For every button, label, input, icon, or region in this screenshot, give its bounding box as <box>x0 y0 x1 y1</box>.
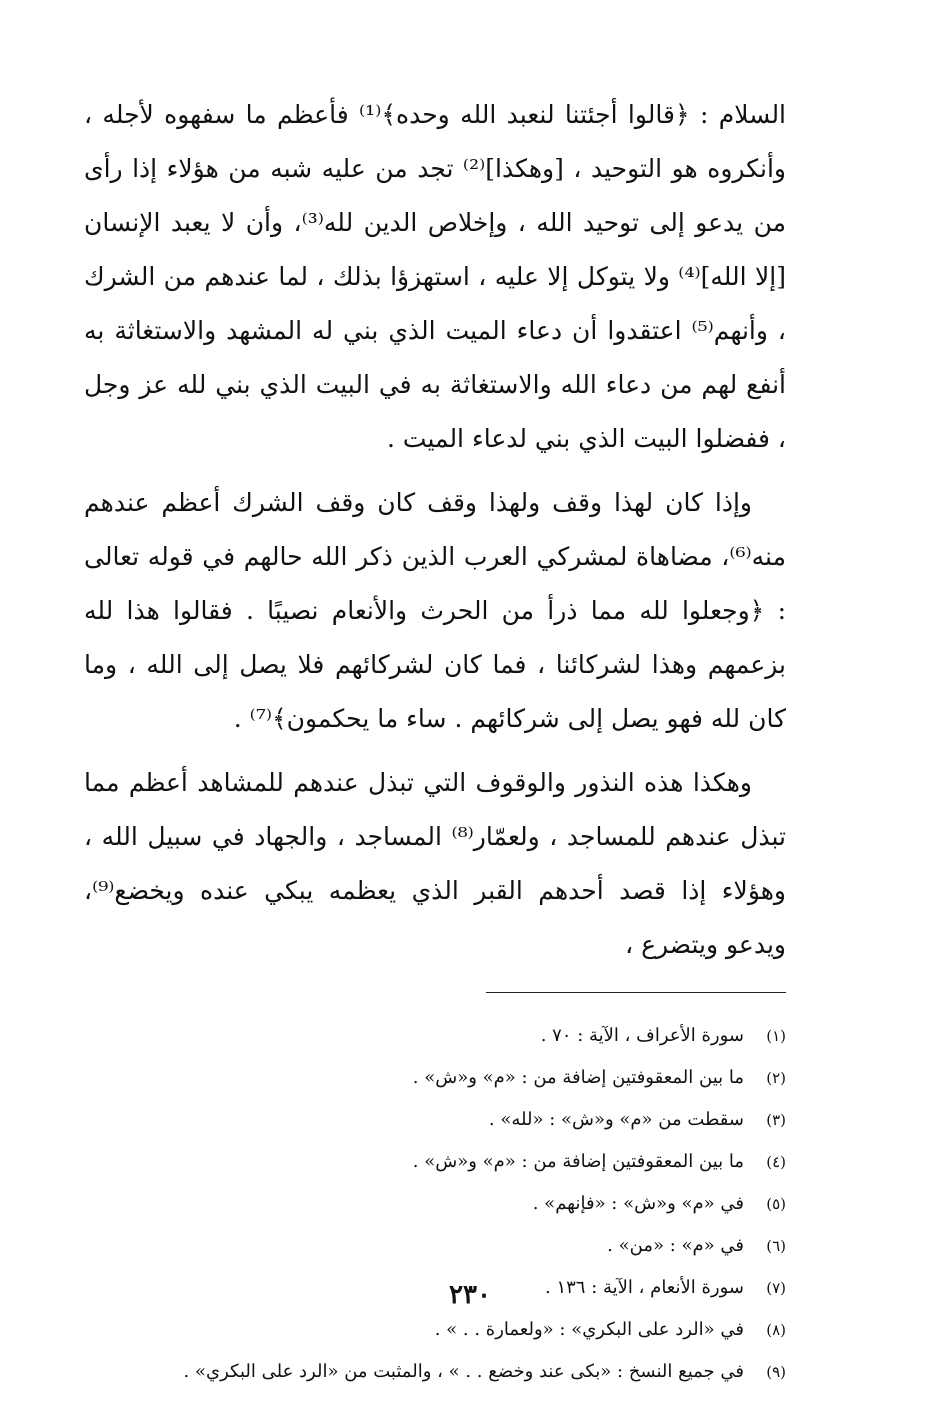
footnote-number: (٩) <box>766 1363 786 1381</box>
footnote-3 <box>84 1099 786 1141</box>
footnotes-list <box>84 1015 786 1393</box>
footnote-2 <box>84 1057 786 1099</box>
footnote-number: (٧) <box>766 1279 786 1297</box>
footnote-number: (٣) <box>766 1111 786 1129</box>
footnote-number: (٤) <box>766 1153 786 1171</box>
footnote-1 <box>84 1015 786 1057</box>
footnote-number: (٨) <box>766 1321 786 1339</box>
page-content <box>84 88 786 1409</box>
footnote-6 <box>84 1225 786 1267</box>
footnote-8 <box>84 1309 786 1351</box>
page-number: ٢٣٠ <box>449 1280 491 1310</box>
body-paragraph-2: وإذا كان لهذا وقف ولهذا وقف كان وقف الشرك أعظم عندهم منه⁽⁶⁾، مضاهاة لمشركي العرب الذين ذكر الله حالهم في قوله تعالى : ﴿وجعلوا لله مما ذرأ من الحرث والأنعام نصيبًا . فقالوا هذا لله بزعمهم وهذا لشركائنا ، فما كان لشركائهم فلا يصل إلى الله ، وما كان لله فهو يصل إلى شركائهم . ساء ما يحكمون﴾⁽⁷⁾ . <box>84 488 786 733</box>
footnote-5 <box>84 1183 786 1225</box>
footnote-text: سورة الأعراف ، الآية : ٧٠ . <box>540 1025 744 1046</box>
body-paragraph-3: وهكذا هذه النذور والوقوف التي تبذل عندهم للمشاهد أعظم مما تبذل عندهم للمساجد ، ولعمّار⁽⁸⁾ المساجد ، والجهاد في سبيل الله ، وهؤلاء إذا قصد أحدهم القبر الذي يعظمه يبكي عنده ويخضع⁽⁹⁾، ويدعو ويتضرع ، <box>84 768 786 959</box>
footnote-text: في «م» و«ش» : «فإنهم» . <box>532 1193 744 1214</box>
footnote-number: (١) <box>766 1027 786 1045</box>
footnote-number: (٥) <box>766 1195 786 1213</box>
footnote-text: سقطت من «م» و«ش» : «لله» . <box>488 1109 744 1130</box>
footnote-number: (٦) <box>766 1237 786 1255</box>
footnote-text: في جميع النسخ : «بكى عند وخضع . . » ، والمثبت من «الرد على البكري» . <box>183 1361 744 1382</box>
footnote-text: ما بين المعقوفتين إضافة من : «م» و«ش» . <box>412 1151 744 1172</box>
footnote-9 <box>84 1351 786 1393</box>
body-paragraph-1: السلام : ﴿قالوا أجئتنا لنعبد الله وحده﴾⁽¹⁾ فأعظم ما سفهوه لأجله ، وأنكروه هو التوحيد ، [وهكذا]⁽²⁾ تجد من عليه شبه من هؤلاء إذا رأى من يدعو إلى توحيد الله ، وإخلاص الدين لله⁽³⁾، وأن لا يعبد الإنسان [إلا الله]⁽⁴⁾ ولا يتوكل إلا عليه ، استهزؤا بذلك ، لما عندهم من الشرك ، وأنهم⁽⁵⁾ اعتقدوا أن دعاء الميت الذي بني له المشهد والاستغاثة به أنفع لهم من دعاء الله والاستغاثة به في البيت الذي بني لله عز وجل ، ففضلوا البيت الذي بني لدعاء الميت . <box>84 100 787 453</box>
footnote-separator <box>486 992 786 993</box>
footnote-text: في «الرد على البكري» : «ولعمارة . . » . <box>434 1319 744 1340</box>
footnote-number: (٢) <box>766 1069 786 1087</box>
footnote-text: سورة الأنعام ، الآية : ١٣٦ . <box>545 1277 744 1298</box>
footnote-text: ما بين المعقوفتين إضافة من : «م» و«ش» . <box>412 1067 744 1088</box>
footnote-text: في «م» : «من» . <box>607 1235 744 1256</box>
footnote-4 <box>84 1141 786 1183</box>
